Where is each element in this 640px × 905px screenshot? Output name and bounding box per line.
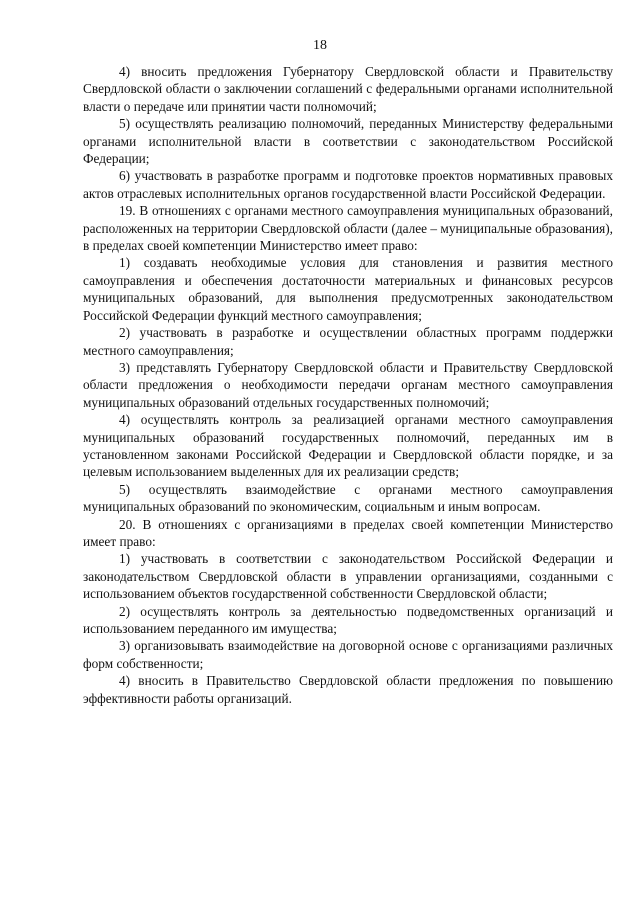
section-20-item-2: 2) осуществлять контроль за деятельностью подведомственных организаций и использованием переданного им имущества;: [83, 603, 613, 636]
section-19-item-3: 3) представлять Губернатору Свердловской области и Правительству Свердловской области предложения о необходимости передачи органам местного самоуправления муниципальных образований отдельных государственных полномочий;: [83, 359, 613, 410]
section-19-item-2: 2) участвовать в разработке и осуществлении областных программ поддержки местного самоуправления;: [83, 325, 613, 358]
section-20-heading: 20. В отношениях с организациями в пределах своей компетенции Министерство имеет право:: [83, 516, 613, 549]
section-19-item-5: 5) осуществлять взаимодействие с органами местного самоуправления муниципальных образований по экономическим, социальным и иным вопросам.: [83, 481, 613, 515]
paragraph-6-participate-programs: 6) участвовать в разработке программ и подготовке проектов нормативных правовых актов отраслевых исполнительных органов государственной власти Российской Федерации.: [83, 168, 613, 201]
section-20-item-1: 1) участвовать в соответствии с законодательством Российской Федерации и законодательством Свердловской области в управлении организациями, созданными с использованием объектов государственной собственности Свердловской области;: [83, 551, 613, 602]
section-20-item-3: 3) организовывать взаимодействие на договорной основе с организациями различных форм собственности;: [83, 638, 613, 671]
section-19-item-1: 1) создавать необходимые условия для становления и развития местного самоуправления и обеспечения достаточности материальных и финансовых ресурсов муниципальных образований, для выполнения предусмотренных законодательством Российской Федерации функций местного самоуправления;: [83, 255, 613, 323]
paragraph-4-proposals-governor: 4) вносить предложения Губернатору Свердловской области и Правительству Свердловской области о заключении соглашений с федеральными органами исполнительной власти о передаче или принятии части полномочий;: [83, 64, 613, 114]
section-20-item-4: 4) вносить в Правительство Свердловской области предложения по повышению эффективности работы организаций.: [83, 673, 613, 706]
document-body: [83, 63, 613, 707]
paragraph-5-implement-powers: 5) осуществлять реализацию полномочий, переданных Министерству федеральными органами исполнительной власти в соответствии с законодательством Российской Федерации;: [83, 116, 613, 167]
page-number: 18: [313, 38, 327, 53]
section-19-item-4: 4) осуществлять контроль за реализацией органами местного самоуправления муниципальных образований государственных полномочий, переданных им в установленном законами Российской Федерации и Свердловской области порядке, и за целевым использованием выделенных для их реализации средств;: [83, 412, 613, 480]
section-19-heading: 19. В отношениях с органами местного самоуправления муниципальных образований, расположенных на территории Свердловской области (далее – муниципальные образования), в пределах своей компетенции Министерство имеет право:: [83, 203, 613, 254]
